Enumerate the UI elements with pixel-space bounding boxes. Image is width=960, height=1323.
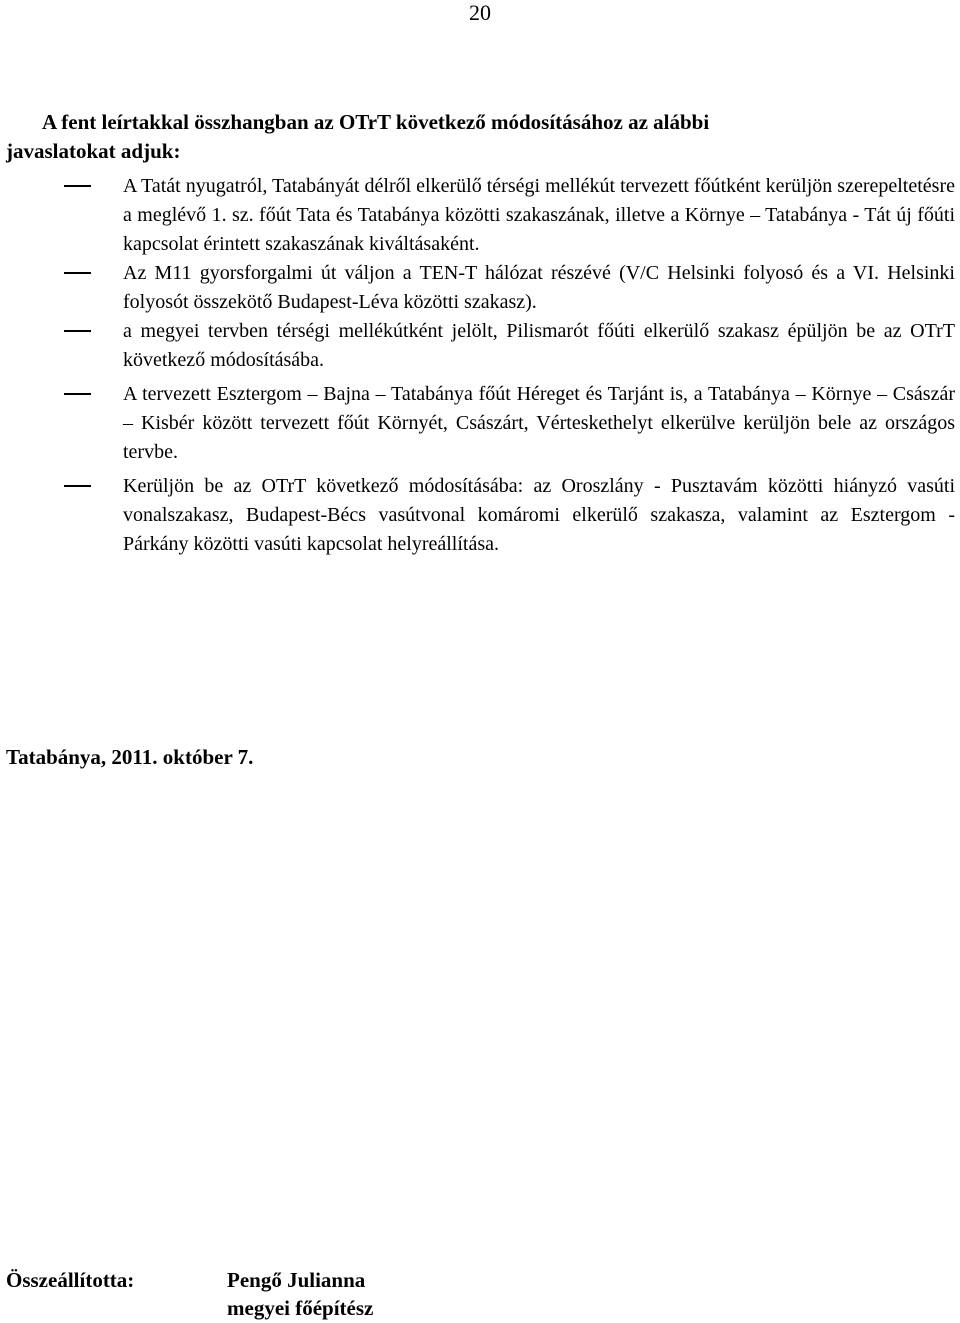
intro-line-2: javaslatokat adjuk:: [6, 139, 181, 163]
proposal-text: Az M11 gyorsforgalmi út váljon a TEN-T hálózat részévé (V/C Helsinki folyosó és a VI. Helsinki folyosót összekötő Budapest-Léva közötti szakasz).: [123, 262, 955, 313]
proposal-text: A tervezett Esztergom – Bajna – Tatabánya főút Héreget és Tarjánt is, a Tatabánya – Környe – Császár – Kisbér között tervezett főút Környét, Császárt, Vérteskethelyt elkerülve kerüljön bele az országos tervbe.: [123, 383, 955, 463]
signature-title: megyei főépítész: [227, 1296, 374, 1320]
dash-bullet-icon: [64, 393, 91, 395]
proposal-item: [0, 259, 955, 317]
intro-paragraph: [6, 108, 954, 166]
dash-bullet-icon: [64, 272, 91, 274]
dash-bullet-icon: [64, 330, 91, 332]
dash-bullet-icon: [64, 485, 91, 487]
proposal-list: [0, 172, 960, 559]
signature-label: Összeállította:: [6, 1268, 135, 1292]
dash-bullet-icon: [64, 185, 91, 187]
proposal-text: Kerüljön be az OTrT következő módosításába: az Oroszlány - Pusztavám közötti hiányzó vasúti vonalszakasz, Budapest-Bécs vasútvonal komáromi elkerülő szakasza, valamint az Esztergom - Párkány közötti vasúti kapcsolat helyreállítása.: [123, 475, 955, 555]
proposal-item: [0, 317, 955, 375]
page-number: 20: [469, 0, 491, 25]
signature-block: [227, 1266, 373, 1322]
place-and-date: Tatabánya, 2011. október 7.: [6, 745, 254, 769]
signature-name: Pengő Julianna: [227, 1268, 366, 1292]
proposal-item: [0, 472, 955, 559]
proposal-text: A Tatát nyugatról, Tatabányát délről elkerülő térségi mellékút tervezett főútként kerüljön szerepeltetésre a meglévő 1. sz. főút Tata és Tatabánya közötti szakaszának, illetve a Környe – Tatabánya - Tát új főúti kapcsolat érintett szakaszának kiváltásaként.: [123, 175, 955, 255]
intro-line-1: A fent leírtakkal összhangban az OTrT következő módosításához az alábbi: [42, 110, 710, 134]
proposal-item: [0, 380, 955, 467]
proposal-text: a megyei tervben térségi mellékútként jelölt, Pilismarót főúti elkerülő szakasz épüljön be az OTrT következő módosításába.: [123, 320, 955, 371]
proposal-item: [0, 172, 955, 259]
